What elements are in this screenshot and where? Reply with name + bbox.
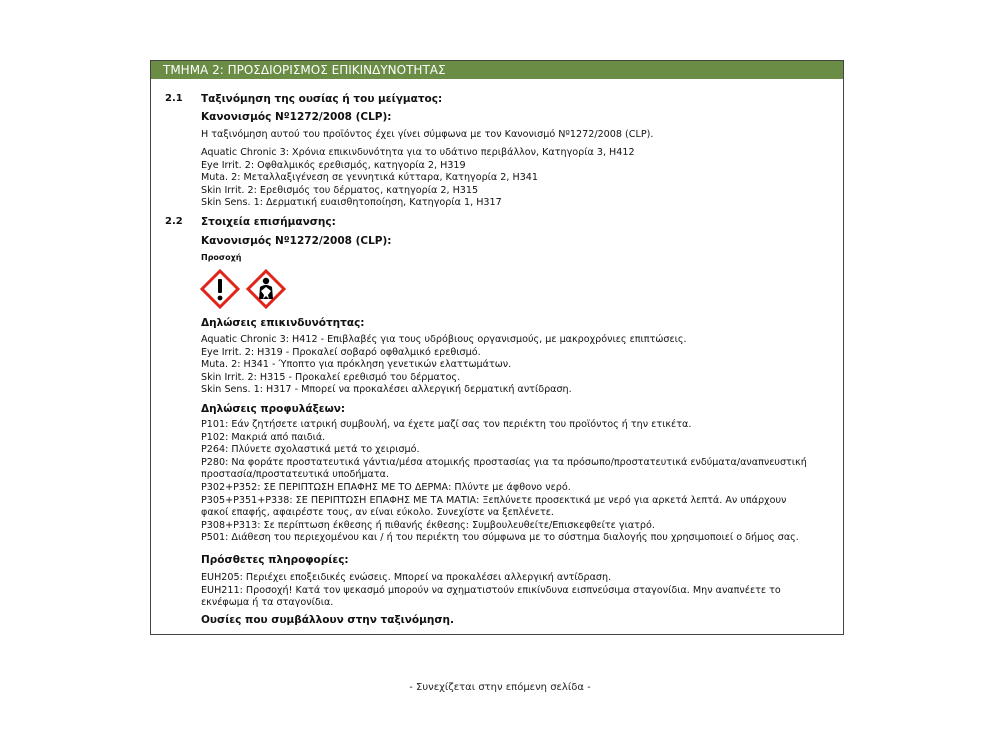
subsection-title: Στοιχεία επισήμανσης: <box>201 216 336 228</box>
subsection-number: 2.1 <box>165 93 183 104</box>
hazard-statements-list <box>201 334 687 397</box>
list-item: Aquatic Chronic 3: Χρόνια επικινδυνότητα για το υδάτινο περιβάλλον, Κατηγορία 3, H412 <box>201 147 635 158</box>
hazard-statements-heading: Δηλώσεις επικινδυνότητας: <box>201 317 365 329</box>
list-item: Eye Irrit. 2: Οφθαλμικός ερεθισμός, κατηγορία 2, H319 <box>201 159 466 171</box>
list-item: Muta. 2: H341 - Ύποπτο για πρόκληση γενετικών ελαττωμάτων. <box>201 359 512 371</box>
sds-section-frame <box>150 60 844 635</box>
section-title: ΤΜΗΜΑ 2: ΠΡΟΣΔΙΟΡΙΣΜΟΣ ΕΠΙΚΙΝΔΥΝΟΤΗΤΑΣ <box>151 61 843 79</box>
classification-list <box>201 147 635 210</box>
classification-intro: Η ταξινόμηση αυτού του προϊόντος έχει γίνει σύμφωνα με τον Κανονισμό Nº1272/2008 (CLP). <box>201 129 654 140</box>
additional-info-heading: Πρόσθετες πληροφορίες: <box>201 554 349 566</box>
list-item: EUH205: Περιέχει εποξειδικές ενώσεις. Μπορεί να προκαλέσει αλλεργική αντίδραση. <box>201 572 612 583</box>
list-item: P102: Μακριά από παιδιά. <box>201 431 326 443</box>
signal-word: Προσοχή <box>201 253 242 262</box>
list-item: P305+P351+P338: ΣΕ ΠΕΡΙΠΤΩΣΗ ΕΠΑΦΗΣ ΜΕ ΤΑ ΜΑΤΙΑ: Ξεπλύνετε προσεκτικά με νερό για αρκετά λεπτά. Αν υπάρχουν φακοί επαφής, αφαιρέστε τους, αν είναι εύκολο. Συνεχίστε να ξεπλένετε. <box>201 494 787 519</box>
regulation-heading: Κανονισμός Nº1272/2008 (CLP): <box>201 235 392 247</box>
precaution-statements-heading: Δηλώσεις προφυλάξεων: <box>201 403 346 415</box>
list-item: EUH211: Προσοχή! Κατά τον ψεκασμό μπορούν να σχηματιστούν επικίνδυνα εισπνεύσιμα σταγονίδια. Μην αναπνέετε το εκνέφωμα ή τα σταγονίδια. <box>201 584 781 609</box>
continued-footer: - Συνεχίζεται στην επόμενη σελίδα - <box>409 682 591 693</box>
list-item: P280: Να φοράτε προστατευτικά γάντια/μέσα ατομικής προστασίας για τα πρόσωπο/προστατευτικά ενδύματα/αναπνευστική προστασία/προστατευτικά υποδήματα. <box>201 456 807 481</box>
health-hazard-pictogram-icon <box>246 269 286 309</box>
list-item: P308+P313: Σε περίπτωση έκθεσης ή πιθανής έκθεσης: Συμβουλευθείτε/Επισκεφθείτε γιατρό. <box>201 519 655 531</box>
list-item: Eye Irrit. 2: H319 - Προκαλεί σοβαρό οφθαλμικό ερεθισμό. <box>201 346 481 358</box>
exclamation-mark-pictogram-icon <box>200 269 240 309</box>
regulation-heading: Κανονισμός Nº1272/2008 (CLP): <box>201 111 392 123</box>
list-item: Muta. 2: Μεταλλαξιγένεση σε γεννητικά κύτταρα, Κατηγορία 2, H341 <box>201 172 539 184</box>
list-item: Skin Irrit. 2: H315 - Προκαλεί ερεθισμό του δέρματος. <box>201 371 461 383</box>
subsection-number: 2.2 <box>165 216 183 227</box>
list-item: P101: Εάν ζητήσετε ιατρική συμβουλή, να έχετε μαζί σας τον περιέκτη του προϊόντος ή την ετικέτα. <box>201 419 692 430</box>
precaution-statements-list <box>201 419 816 545</box>
list-item: P264: Πλύνετε σχολαστικά μετά το χειρισμό. <box>201 444 420 456</box>
subsection-title: Ταξινόμηση της ουσίας ή του μείγματος: <box>201 93 443 105</box>
list-item: Skin Sens. 1: Δερματική ευαισθητοποίηση, Κατηγορία 1, H317 <box>201 197 502 209</box>
list-item: P302+P352: ΣΕ ΠΕΡΙΠΤΩΣΗ ΕΠΑΦΗΣ ΜΕ ΤΟ ΔΕΡΜΑ: Πλύντε με άφθονο νερό. <box>201 481 571 493</box>
contributing-substances-heading: Ουσίες που συμβάλλουν στην ταξινόμηση. <box>201 614 454 626</box>
list-item: Skin Sens. 1: H317 - Μπορεί να προκαλέσει αλλεργική δερματική αντίδραση. <box>201 384 572 396</box>
list-item: Skin Irrit. 2: Ερεθισμός του δέρματος, κατηγορία 2, H315 <box>201 184 479 196</box>
list-item: P501: Διάθεση του περιεχομένου και / ή του περιέκτη του σύμφωνα με το σύστημα διαλογής που χρησιμοποιεί ο δήμος σας. <box>201 532 799 544</box>
list-item: Aquatic Chronic 3: H412 - Επιβλαβές για τους υδρόβιους οργανισμούς, με μακροχρόνιες επιπτώσεις. <box>201 334 687 345</box>
additional-info-list <box>201 572 816 610</box>
